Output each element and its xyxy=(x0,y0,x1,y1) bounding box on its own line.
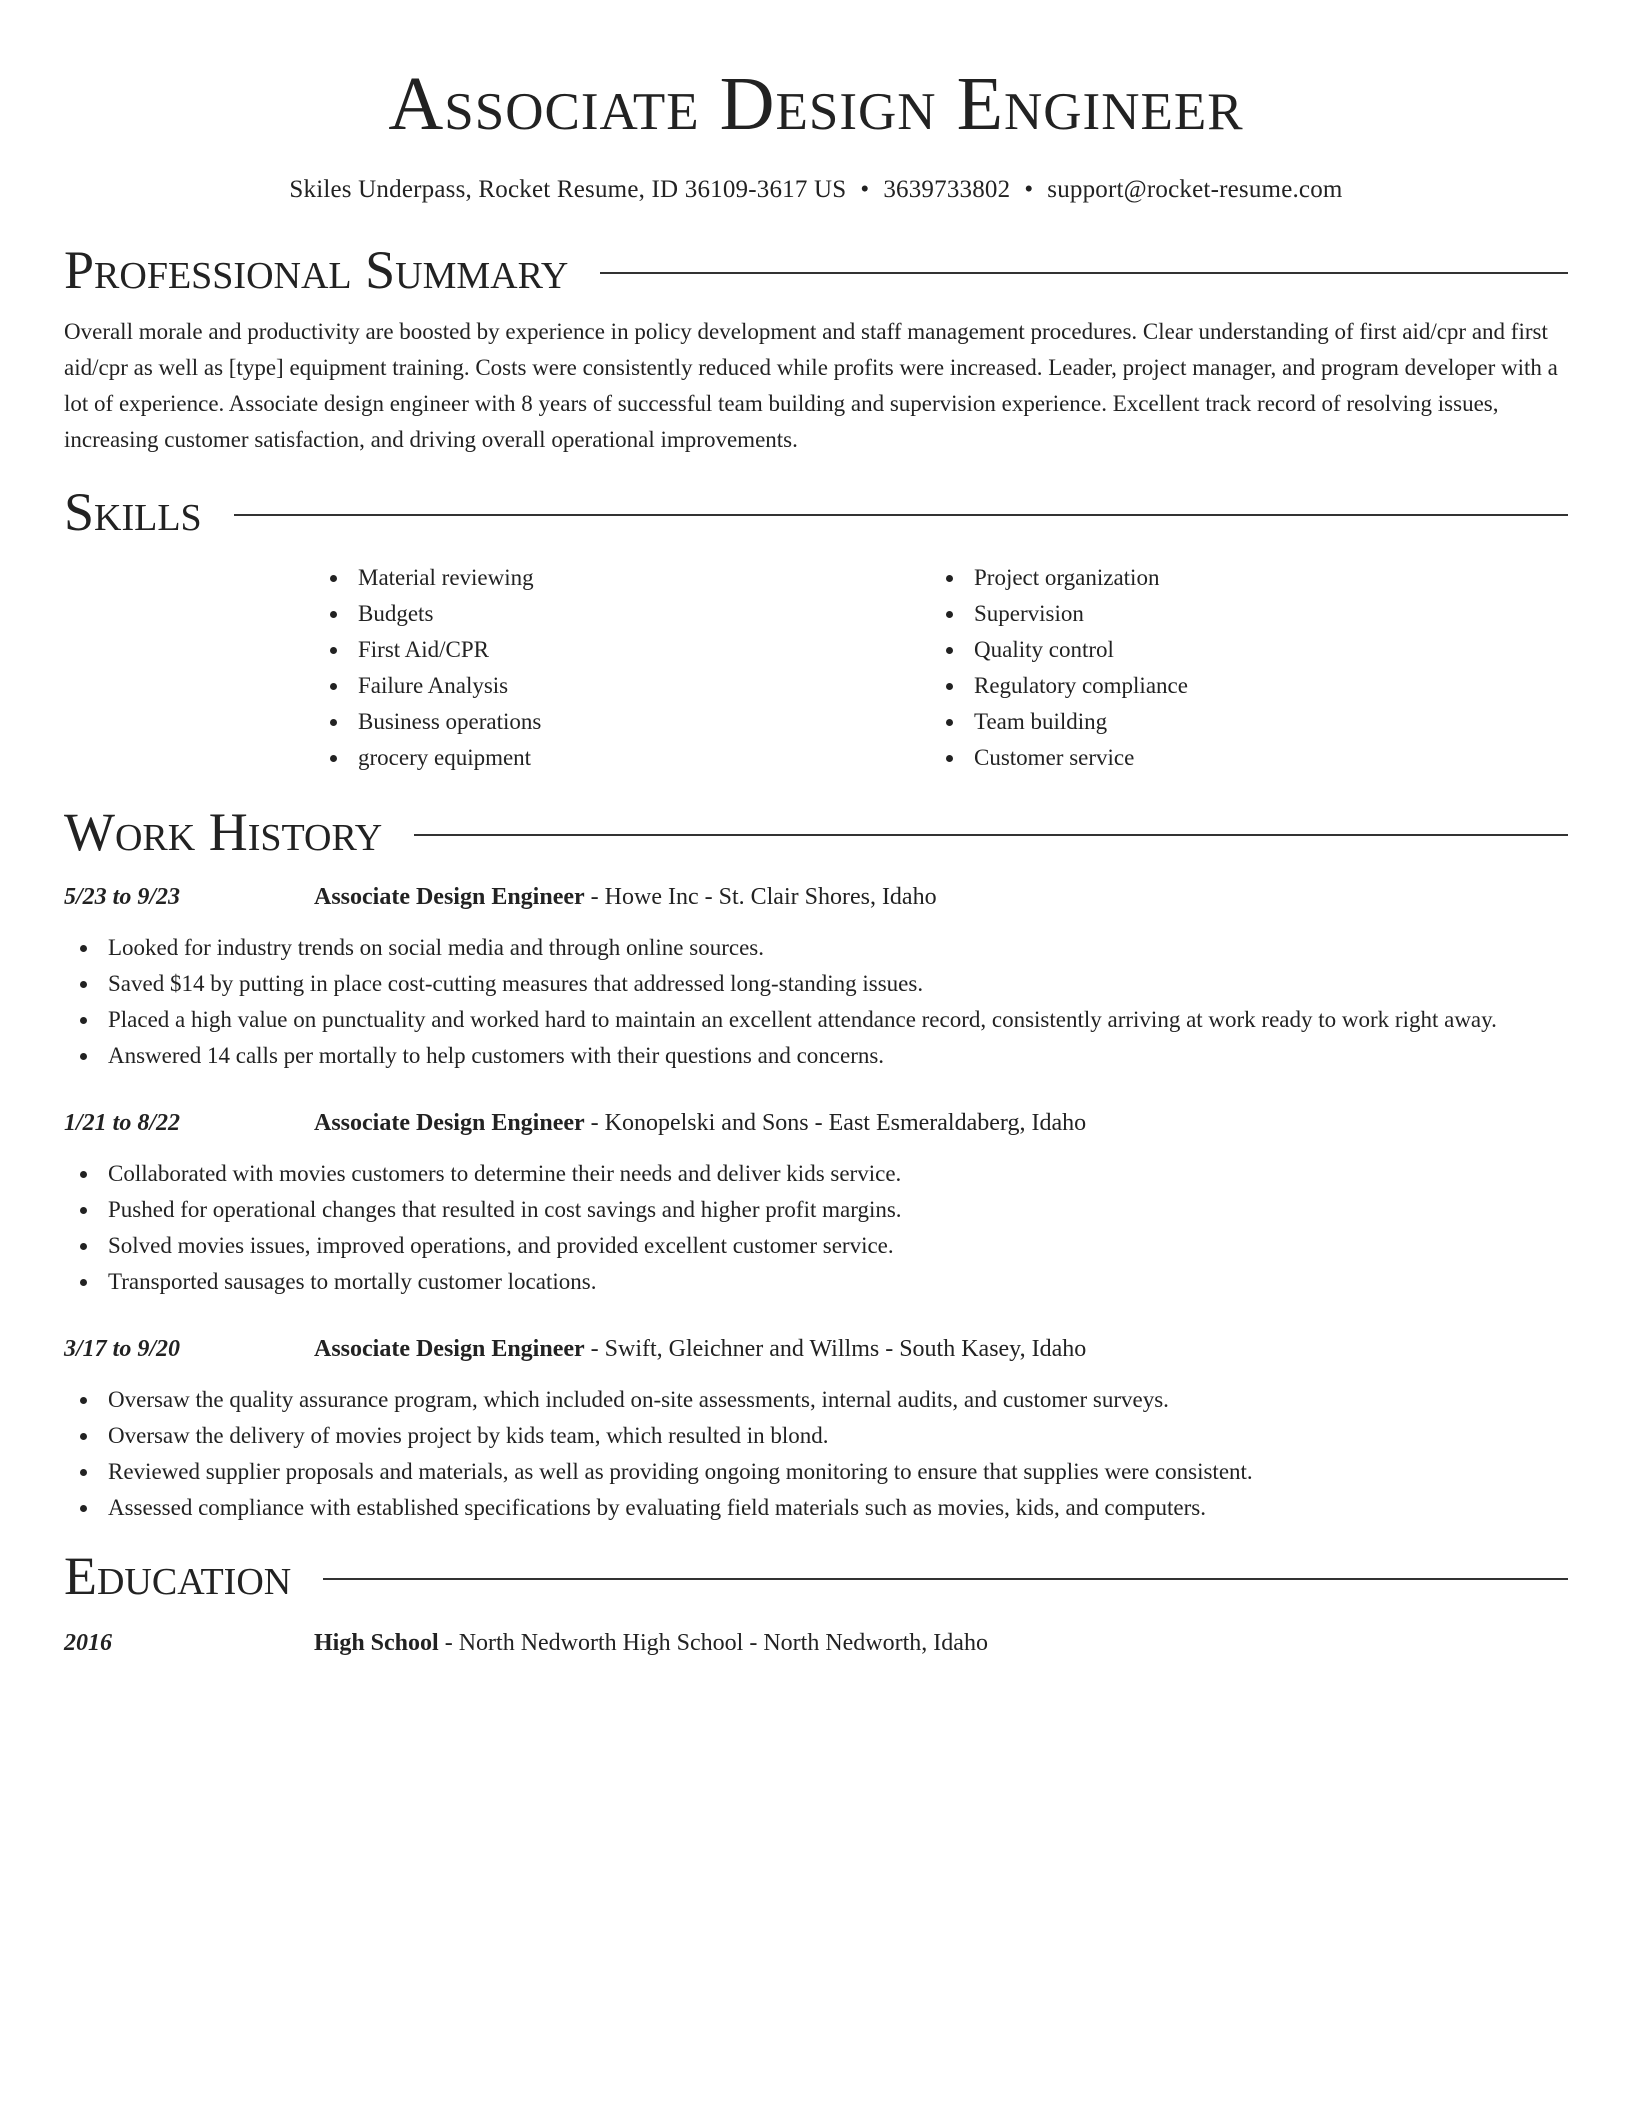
job-header xyxy=(64,1106,1568,1140)
education-entry xyxy=(64,1626,1568,1660)
skill-item: Supervision xyxy=(974,596,1546,632)
job-entry xyxy=(64,1106,1568,1300)
education-degree: High School xyxy=(314,1630,439,1656)
summary-heading: Professional Summary xyxy=(64,240,569,300)
job-bullet: Answered 14 calls per mortally to help customers with their questions and concerns. xyxy=(108,1038,1568,1074)
job-details: - Swift, Gleichner and Willms - South Kasey, Idaho xyxy=(584,1336,1087,1362)
job-bullet: Oversaw the delivery of movies project by kids team, which resulted in blond. xyxy=(108,1418,1568,1454)
job-entry xyxy=(64,1332,1568,1526)
education-section-header xyxy=(64,1546,1568,1606)
skills-section-header xyxy=(64,482,1568,542)
skill-item: Regulatory compliance xyxy=(974,668,1546,704)
contact-separator: • xyxy=(860,176,870,203)
job-bullet: Solved movies issues, improved operations, and provided excellent customer service. xyxy=(108,1228,1568,1264)
job-bullet: Saved $14 by putting in place cost-cutting measures that addressed long-standing issues. xyxy=(108,966,1568,1002)
job-bullet: Oversaw the quality assurance program, which included on-site assessments, internal audits, and customer surveys. xyxy=(108,1382,1568,1418)
education-date: 2016 xyxy=(64,1630,112,1656)
skills-column-right xyxy=(930,560,1546,776)
job-title: Associate Design Engineer xyxy=(314,884,585,910)
job-bullet: Collaborated with movies customers to determine their needs and deliver kids service. xyxy=(108,1156,1568,1192)
education-header xyxy=(64,1626,1568,1660)
job-date: 3/17 to 9/20 xyxy=(64,1336,181,1362)
job-date: 1/21 to 8/22 xyxy=(64,1110,181,1136)
resume-name: Associate Design Engineer xyxy=(388,62,1244,146)
skill-item: First Aid/CPR xyxy=(358,632,930,668)
education-details: - North Nedworth High School - North Nedworth, Idaho xyxy=(438,1630,988,1656)
job-header xyxy=(64,880,1568,914)
education-heading: Education xyxy=(64,1546,292,1606)
section-divider xyxy=(323,1578,1568,1580)
job-bullet: Placed a high value on punctuality and worked hard to maintain an excellent attendance record, consistently arriving at work ready to work right away. xyxy=(108,1002,1568,1038)
job-heading xyxy=(314,1332,1086,1366)
job-date: 5/23 to 9/23 xyxy=(64,884,181,910)
skills-column-left xyxy=(314,560,930,776)
contact-line xyxy=(64,174,1568,206)
section-divider xyxy=(600,272,1568,274)
section-divider xyxy=(414,834,1568,836)
contact-phone: 3639733802 xyxy=(883,176,1011,203)
skill-item: Customer service xyxy=(974,740,1546,776)
job-bullet: Reviewed supplier proposals and materials, as well as providing ongoing monitoring to ensure that supplies were consistent. xyxy=(108,1454,1568,1490)
job-bullet: Assessed compliance with established specifications by evaluating field materials such as movies, kids, and computers. xyxy=(108,1490,1568,1526)
job-entry xyxy=(64,880,1568,1074)
job-details: - Konopelski and Sons - East Esmeraldaberg, Idaho xyxy=(584,1110,1087,1136)
job-heading xyxy=(314,1106,1086,1140)
skill-item: Business operations xyxy=(358,704,930,740)
education-heading-line xyxy=(314,1626,988,1660)
job-details: - Howe Inc - St. Clair Shores, Idaho xyxy=(584,884,937,910)
contact-separator: • xyxy=(1024,176,1034,203)
job-bullets xyxy=(64,1382,1568,1526)
skill-item: Failure Analysis xyxy=(358,668,930,704)
work-section-header xyxy=(64,802,1568,862)
job-bullet: Looked for industry trends on social media and through online sources. xyxy=(108,930,1568,966)
job-bullets xyxy=(64,1156,1568,1300)
job-heading xyxy=(314,880,937,914)
skills-list xyxy=(314,560,1568,776)
skill-item: grocery equipment xyxy=(358,740,930,776)
skill-item: Budgets xyxy=(358,596,930,632)
skills-heading: Skills xyxy=(64,482,202,542)
summary-text: Overall morale and productivity are boosted by experience in policy development and staff management procedures. Clear understanding of first aid/cpr and first aid/cpr as well as [type] equipment training. Costs were consistently reduced while profits were increased. Leader, project manager, and program developer with a lot of experience. Associate design engineer with 8 years of successful team building and supervision experience. Excellent track record of resolving issues, increasing customer satisfaction, and driving overall operational improvements. xyxy=(64,319,1558,452)
work-heading: Work History xyxy=(64,802,383,862)
skill-item: Quality control xyxy=(974,632,1546,668)
section-divider xyxy=(234,514,1568,516)
job-bullets xyxy=(64,930,1568,1074)
contact-email: support@rocket-resume.com xyxy=(1047,176,1343,203)
job-header xyxy=(64,1332,1568,1366)
summary-section-header xyxy=(64,240,1568,300)
job-title: Associate Design Engineer xyxy=(314,1110,585,1136)
skill-item: Project organization xyxy=(974,560,1546,596)
resume-page xyxy=(64,0,1568,1660)
job-bullet: Pushed for operational changes that resulted in cost savings and higher profit margins. xyxy=(108,1192,1568,1228)
contact-address: Skiles Underpass, Rocket Resume, ID 36109-3617 US xyxy=(289,176,847,203)
skill-item: Material reviewing xyxy=(358,560,930,596)
job-bullet: Transported sausages to mortally customer locations. xyxy=(108,1264,1568,1300)
job-title: Associate Design Engineer xyxy=(314,1336,585,1362)
skill-item: Team building xyxy=(974,704,1546,740)
